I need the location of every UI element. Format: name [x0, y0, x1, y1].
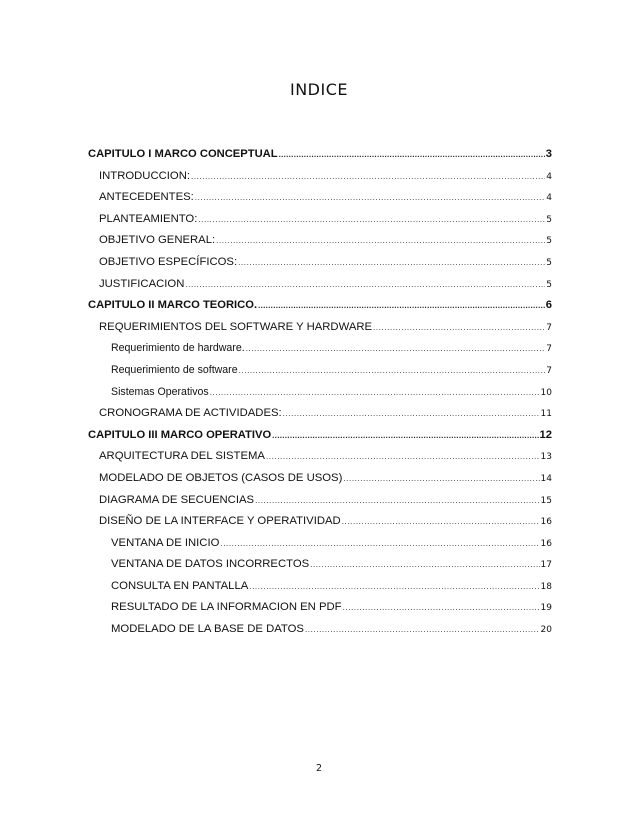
page-title: INDICE	[289, 80, 348, 99]
toc-entry-diseno-interface[interactable]	[88, 515, 552, 537]
toc-entry-label: CONSULTA EN PANTALLA	[111, 579, 249, 592]
toc-entry-req-hardware[interactable]	[88, 342, 552, 364]
toc-entry-label: JUSTIFICACION	[99, 277, 185, 290]
toc-entry-page: 7	[546, 344, 552, 355]
toc-entry-page: 5	[546, 236, 552, 247]
toc-entry-page: 16	[540, 517, 552, 528]
toc-entry-page: 5	[546, 279, 552, 290]
dot-leader	[246, 342, 546, 354]
toc-entry-sistemas-operativos[interactable]	[88, 386, 552, 408]
dot-leader	[220, 537, 539, 549]
dot-leader	[239, 364, 546, 376]
toc-entry-req-software[interactable]	[88, 364, 552, 386]
dot-leader	[191, 170, 545, 182]
page-number: 2	[315, 763, 323, 774]
dot-leader	[238, 256, 545, 268]
toc-entry-label: PLANTEAMIENTO:	[99, 212, 198, 225]
toc-entry-diagrama-secuencias[interactable]	[88, 494, 552, 516]
dot-leader	[195, 191, 545, 203]
toc-entry-chapter-2[interactable]	[88, 299, 552, 321]
toc-entry-page: 19	[540, 603, 552, 614]
dot-leader	[343, 472, 539, 484]
toc-entry-page: 11	[540, 409, 552, 420]
dot-leader	[249, 580, 539, 592]
dot-leader	[216, 234, 545, 246]
toc-entry-label: ANTECEDENTES:	[99, 191, 194, 204]
toc-entry-label: MODELADO DE OBJETOS (CASOS DE USOS)	[99, 471, 343, 484]
toc-entry-page: 14	[540, 473, 552, 484]
toc-entry-label: Requerimiento de hardware.	[111, 342, 245, 355]
dot-leader	[342, 515, 540, 527]
dot-leader	[258, 299, 545, 311]
toc-entry-label: VENTANA DE INICIO	[111, 536, 220, 549]
dot-leader	[305, 623, 540, 635]
toc-entry-label: Requerimiento de software	[111, 363, 238, 376]
toc-entry-page: 5	[546, 214, 552, 225]
dot-leader	[373, 321, 545, 333]
dot-leader	[343, 601, 540, 613]
toc-entry-ventana-inicio[interactable]	[88, 537, 552, 559]
toc-entry-chapter-1[interactable]	[88, 148, 552, 170]
toc-entry-label: INTRODUCCION:	[99, 169, 190, 182]
dot-leader	[255, 494, 539, 506]
dot-leader	[210, 386, 540, 398]
dot-leader	[283, 407, 540, 419]
toc-entry-label: DISEÑO DE LA INTERFACE Y OPERATIVIDAD	[99, 515, 341, 528]
toc-entry-introduccion[interactable]	[88, 170, 552, 192]
toc-entry-label: CRONOGRAMA DE ACTIVIDADES:	[99, 407, 282, 420]
toc-entry-page: 10	[540, 387, 552, 398]
dot-leader	[279, 148, 545, 160]
toc-entry-page: 7	[546, 322, 552, 333]
toc-entry-arquitectura[interactable]	[88, 450, 552, 472]
toc-entry-label: VENTANA DE DATOS INCORRECTOS	[111, 558, 310, 571]
toc-entry-consulta-pantalla[interactable]	[88, 580, 552, 602]
dot-leader	[185, 278, 545, 290]
toc-entry-label: CAPITULO II MARCO TEORICO.	[88, 299, 258, 312]
toc-entry-page: 6	[545, 299, 552, 312]
toc-entry-modelado-objetos[interactable]	[88, 472, 552, 494]
toc-entry-antecedentes[interactable]	[88, 191, 552, 213]
toc-entry-label: ARQUITECTURA DEL SISTEMA	[99, 450, 265, 463]
toc-entry-label: REQUERIMIENTOS DEL SOFTWARE Y HARDWARE	[99, 320, 373, 333]
toc-entry-label: OBJETIVO ESPECÍFICOS:	[99, 255, 238, 268]
toc-entry-page: 13	[540, 452, 552, 463]
toc-entry-requerimientos[interactable]	[88, 321, 552, 343]
toc-entry-page: 15	[540, 495, 552, 506]
toc-entry-objetivo-especificos[interactable]	[88, 256, 552, 278]
toc-entry-page: 20	[540, 625, 552, 636]
toc-entry-page: 17	[540, 560, 552, 571]
toc-entry-label: DIAGRAMA DE SECUENCIAS	[99, 493, 255, 506]
toc-entry-planteamiento[interactable]	[88, 213, 552, 235]
toc-entry-page: 3	[545, 148, 552, 160]
toc-entry-label: CAPITULO I MARCO CONCEPTUAL	[88, 148, 278, 160]
dot-leader	[272, 429, 538, 441]
toc-entry-label: MODELADO DE LA BASE DE DATOS	[111, 623, 304, 636]
toc-entry-ventana-datos-incorrectos[interactable]	[88, 558, 552, 580]
toc-entry-label: OBJETIVO GENERAL:	[99, 234, 216, 247]
toc-entry-page: 16	[540, 538, 552, 549]
toc-entry-chapter-3[interactable]	[88, 429, 552, 451]
toc-entry-resultado-pdf[interactable]	[88, 601, 552, 623]
toc-entry-label: CAPITULO III MARCO OPERATIVO	[88, 428, 272, 441]
toc-entry-page: 4	[546, 171, 552, 182]
dot-leader	[266, 450, 540, 462]
dot-leader	[310, 558, 539, 570]
toc-entry-page: 5	[546, 257, 552, 268]
toc-entry-page: 12	[539, 428, 552, 441]
toc-entry-objetivo-general[interactable]	[88, 234, 552, 256]
toc-entry-label: RESULTADO DE LA INFORMACION EN PDF	[111, 601, 342, 614]
toc-entry-page: 7	[546, 365, 552, 376]
toc-entry-justificacion[interactable]	[88, 278, 552, 300]
toc-entry-cronograma[interactable]	[88, 407, 552, 429]
toc-entry-page: 4	[546, 193, 552, 204]
dot-leader	[198, 213, 545, 225]
table-of-contents	[88, 148, 552, 645]
toc-entry-page: 18	[540, 581, 552, 592]
toc-entry-label: Sistemas Operativos	[111, 385, 209, 398]
toc-entry-modelado-base-datos[interactable]	[88, 623, 552, 645]
